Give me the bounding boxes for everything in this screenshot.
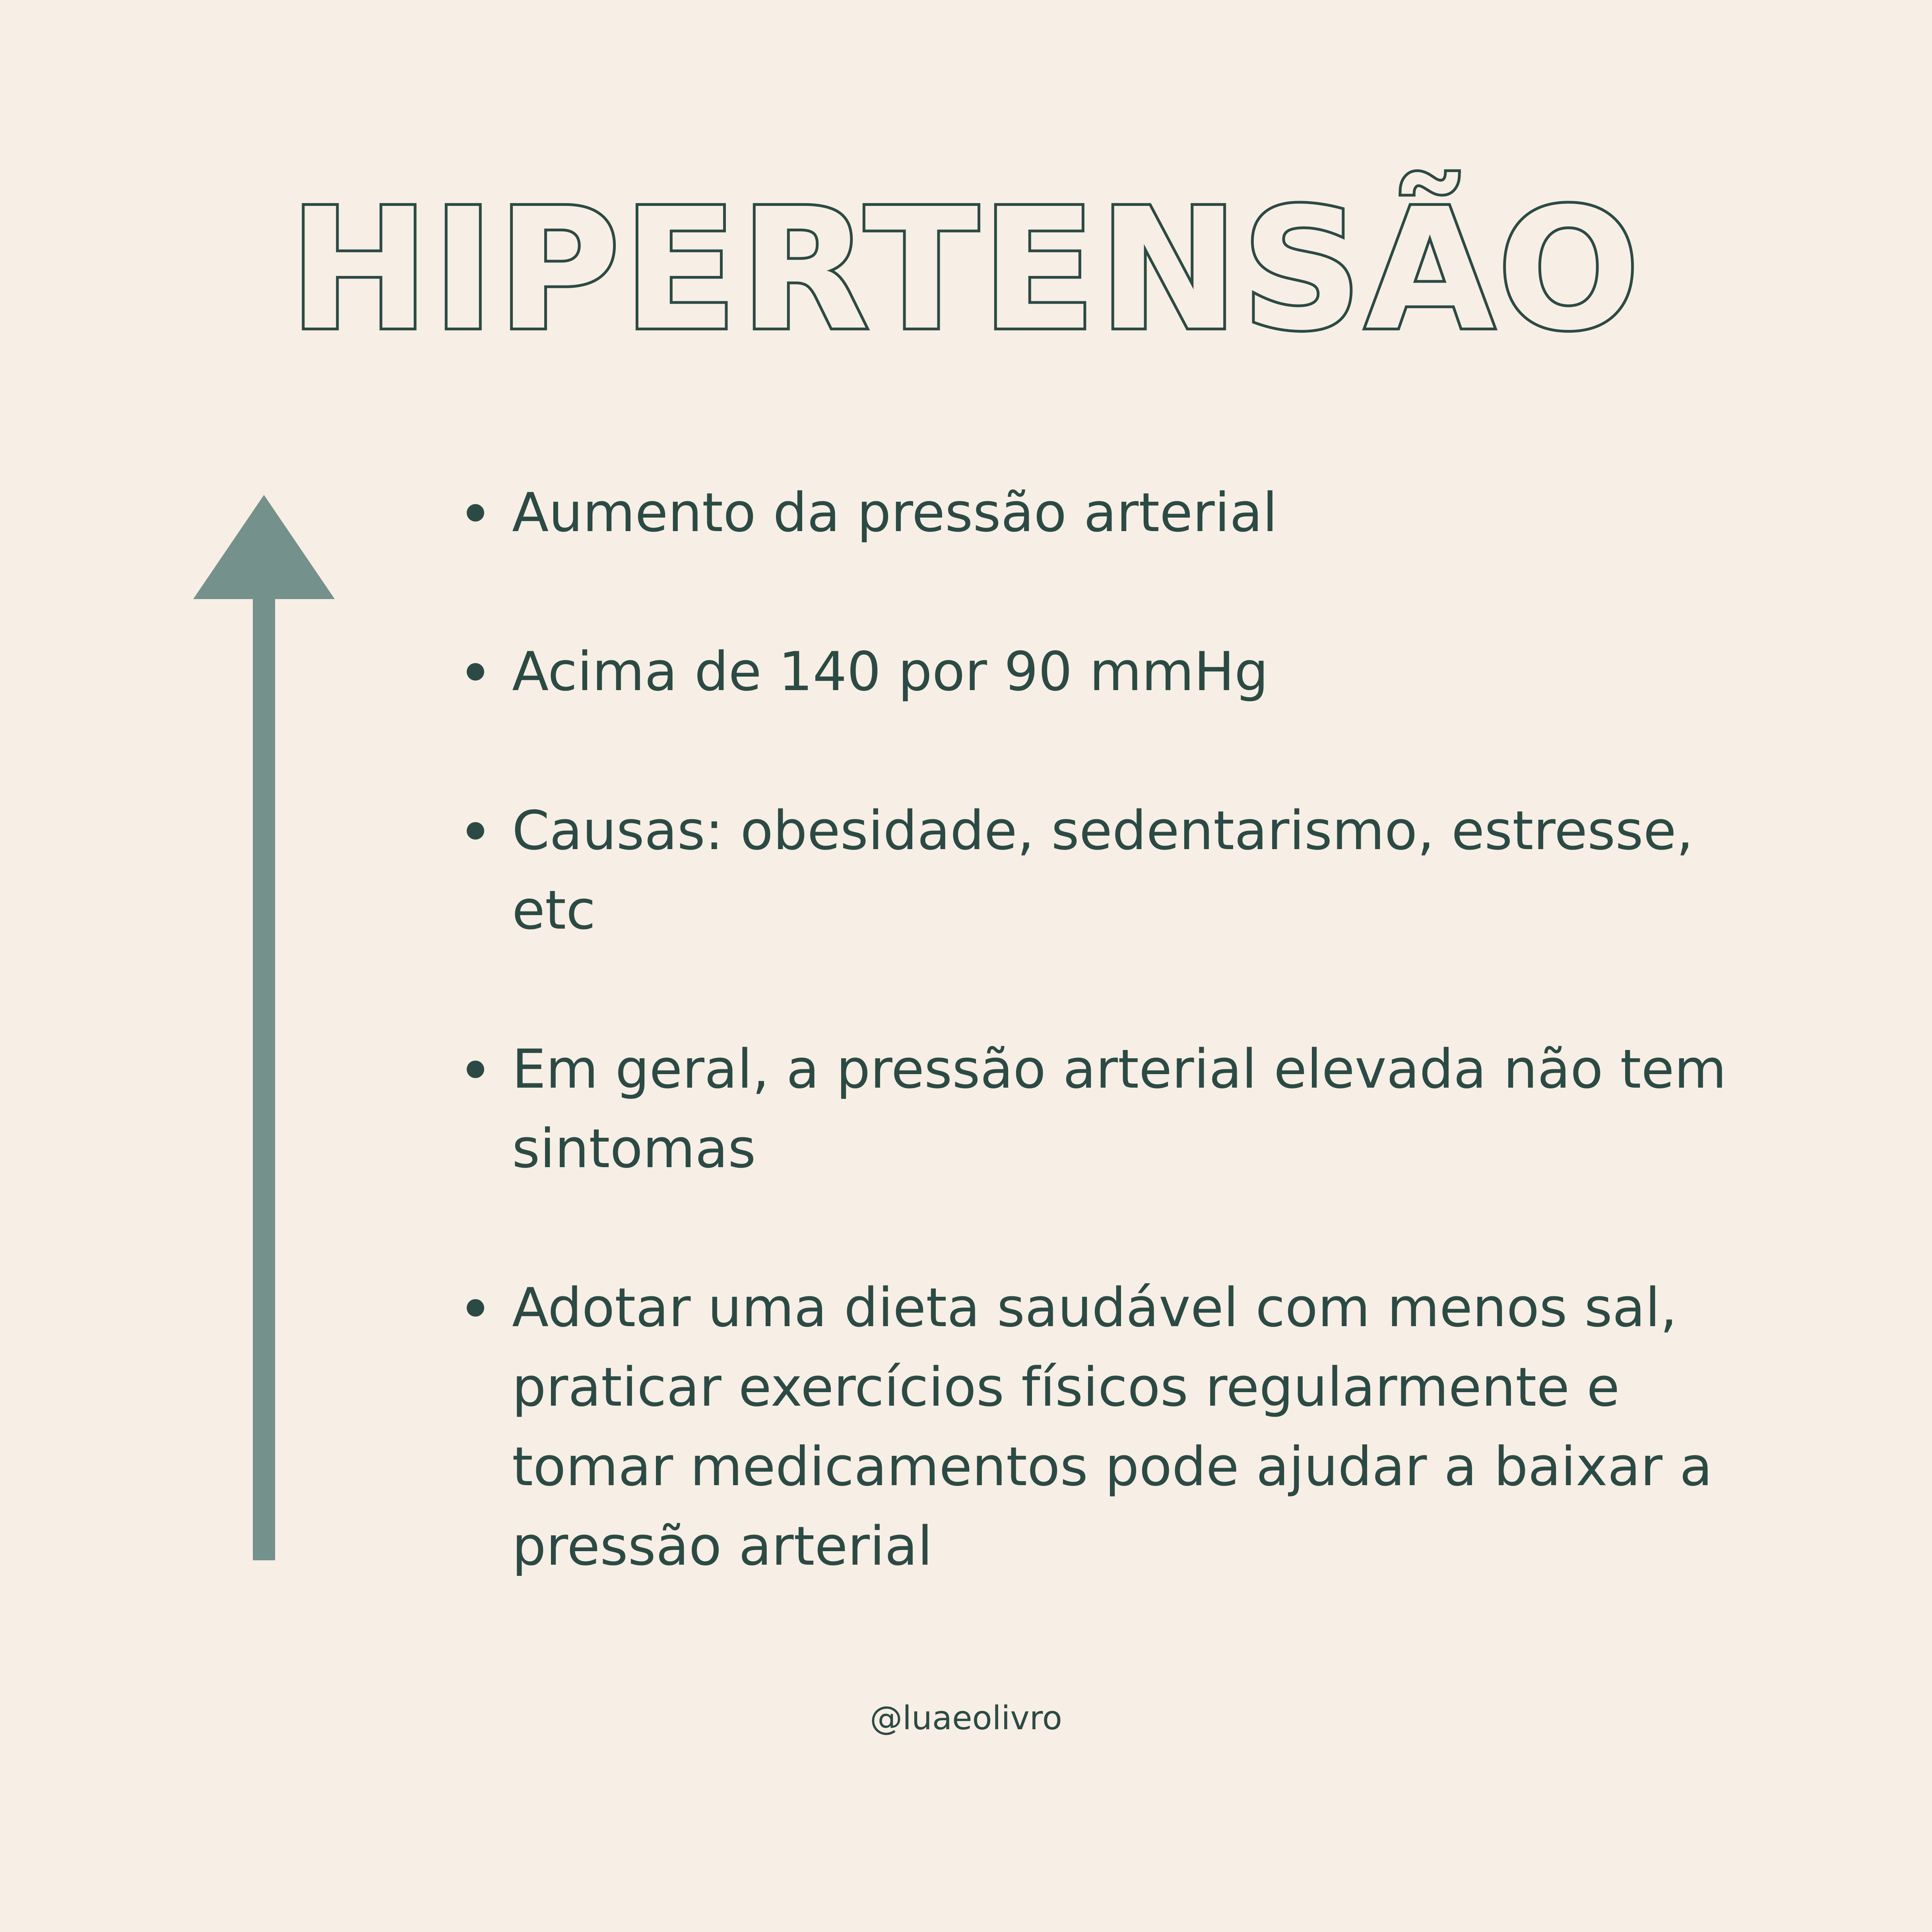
bullet-dot <box>467 663 484 681</box>
up-arrow-icon <box>193 495 335 1560</box>
bullet-dot <box>467 1061 484 1078</box>
list-item <box>461 473 1773 553</box>
list-item <box>461 791 1773 950</box>
bullet-dot <box>467 504 484 522</box>
arrow-shaft <box>253 596 275 1560</box>
list-item <box>461 632 1773 712</box>
list-item <box>461 1268 1773 1586</box>
bullet-text: Adotar uma dieta saudável com menos sal, praticar exercícios físicos regularmente e tomar medicamentos pode ajudar a baixar a pressão arterial <box>512 1276 1713 1577</box>
bullet-dot <box>467 822 484 840</box>
bullet-text: Em geral, a pressão arterial elevada não tem sintomas <box>512 1038 1727 1180</box>
arrow-head <box>193 495 335 599</box>
page-title: HIPERTENSÃO <box>289 173 1643 367</box>
bullet-text: Aumento da pressão arterial <box>512 481 1278 544</box>
bullet-text: Causas: obesidade, sedentarismo, estresse, etc <box>512 799 1693 941</box>
bullet-list <box>461 473 1773 1586</box>
list-item <box>461 1030 1773 1189</box>
bullet-text: Acima de 140 por 90 mmHg <box>512 640 1269 703</box>
bullet-dot <box>467 1299 484 1317</box>
social-handle: @luaeolivro <box>870 1699 1062 1737</box>
